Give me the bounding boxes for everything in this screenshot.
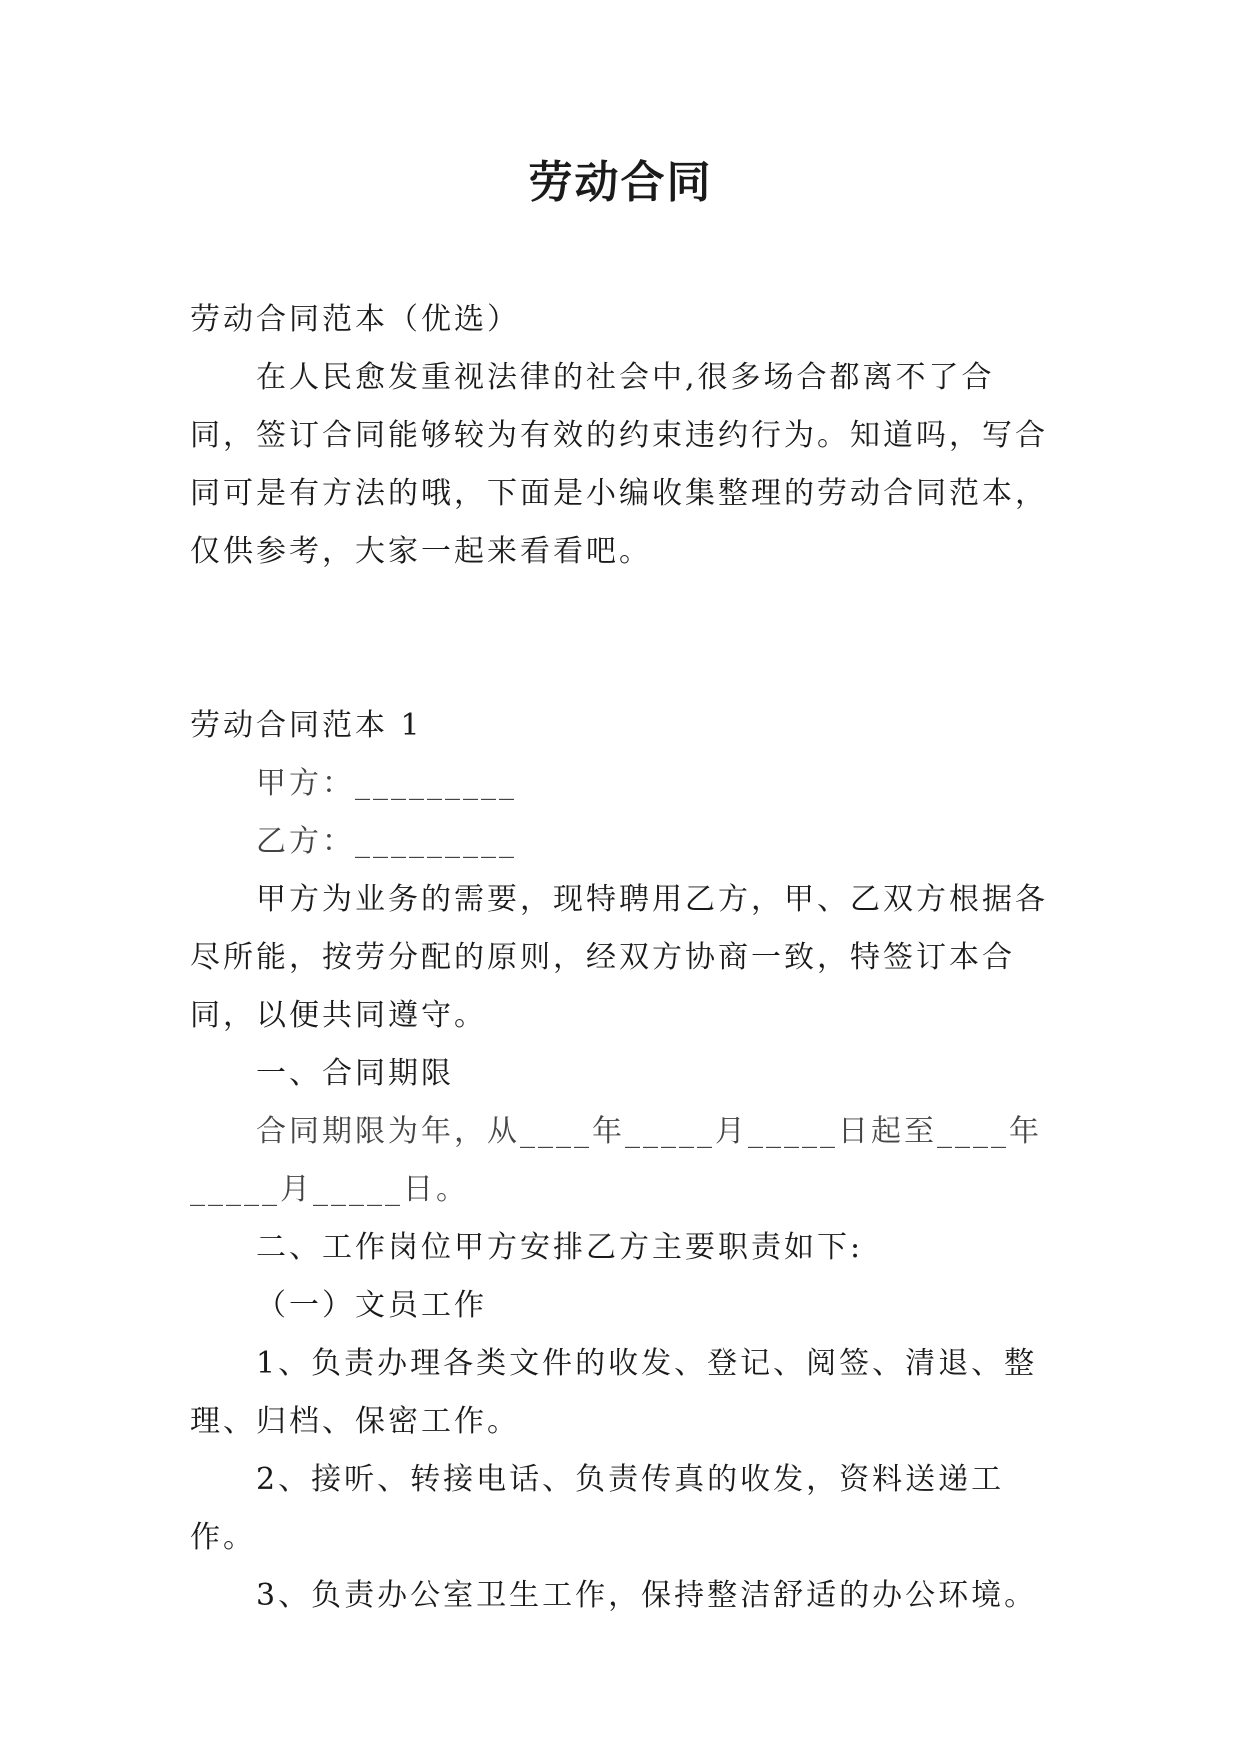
intro-heading: 劳动合同范本（优选）	[190, 302, 520, 337]
duty-item-3: 3、负责办公室卫生工作，保持整洁舒适的办公环境。	[256, 1578, 1038, 1613]
duty-item-2: 2、接听、转接电话、负责传真的收发，资料送递工作。	[190, 1462, 1005, 1555]
party-a-line: 甲方：_________	[256, 766, 517, 801]
term-paragraph: 合同期限为年，从____年_____月_____日起至____年_____月_____日。	[190, 1114, 1042, 1207]
document-body	[190, 291, 1060, 1625]
section-heading-position: 二、工作岗位甲方安排乙方主要职责如下:	[256, 1230, 864, 1265]
section-heading-term: 一、合同期限	[256, 1056, 454, 1091]
sample-heading: 劳动合同范本 1	[190, 708, 423, 743]
document-title: 劳动合同	[528, 157, 713, 208]
duty-item-1: 1、负责办理各类文件的收发、登记、阅签、清退、整理、归档、保密工作。	[190, 1346, 1038, 1439]
party-b-line: 乙方：_________	[256, 824, 517, 859]
intro-paragraph: 在人民愈发重视法律的社会中,很多场合都离不了合同，签订合同能够较为有效的约束违约行为。知道吗，写合同可是有方法的哦，下面是小编收集整理的劳动合同范本，仅供参考，大家一起来看看吧。	[190, 360, 1048, 569]
preamble-paragraph: 甲方为业务的需要，现特聘用乙方，甲、乙双方根据各尽所能，按劳分配的原则，经双方协商一致，特签订本合同，以便共同遵守。	[190, 882, 1048, 1033]
section-gap	[190, 581, 1060, 697]
subsection-heading-clerk: （一）文员工作	[256, 1288, 487, 1323]
